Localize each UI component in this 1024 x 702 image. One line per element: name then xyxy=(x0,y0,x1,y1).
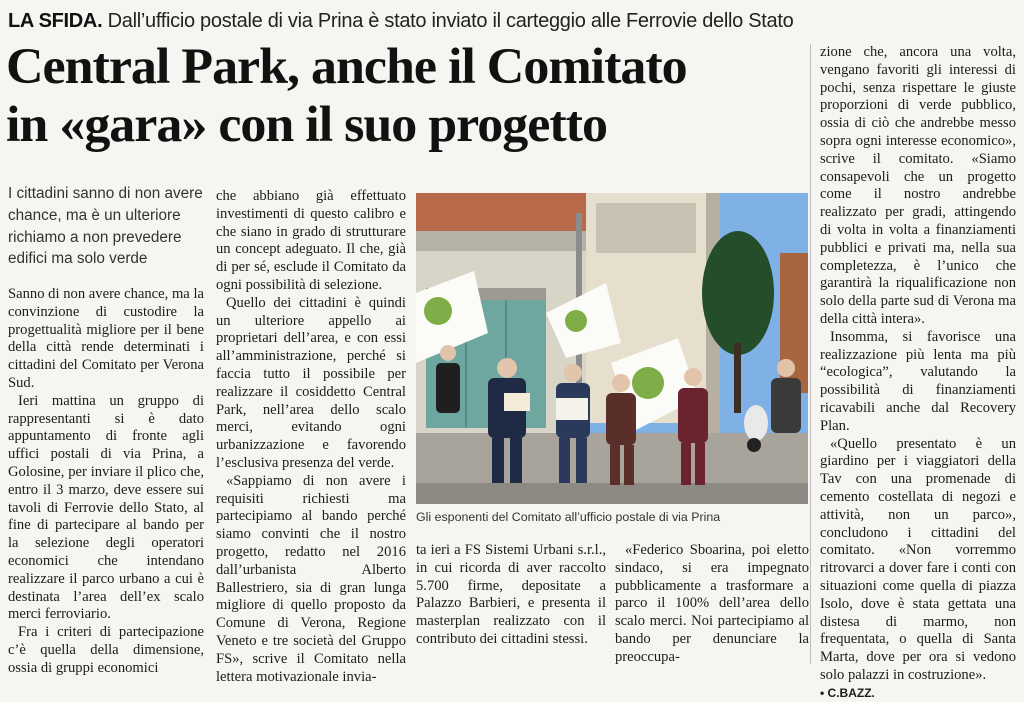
column-divider xyxy=(810,44,811,664)
paragraph: Insomma, si favorisce una realizzazione più lenta ma più “ecologica”, valutando la possibilità di finanziamenti ricavabili anche dal Recovery Plan. xyxy=(820,328,1016,434)
headline xyxy=(6,38,822,154)
article-column-5 xyxy=(820,44,1016,702)
photo-illustration xyxy=(416,193,808,504)
paragraph: «Federico Sboarina, poi eletto sindaco, si era impegnato pubblicamente a trasformare a parco il 100% dell’area dello scalo merci. Noi partecipiamo al bando per denunciare la preoccupa- xyxy=(615,542,809,665)
summary: I cittadini sanno di non avere chance, ma è un ulteriore richiamo a non prevedere edifici ma solo verde xyxy=(8,185,203,268)
article-column-3 xyxy=(416,542,606,649)
kicker xyxy=(8,6,808,36)
article-column-2 xyxy=(216,188,406,686)
kicker-tag: LA SFIDA. xyxy=(8,10,103,32)
paragraph: «Quello presentato è un giardino per i viaggiatori della Tav con una promenade di cemento costellata di negozi e attività, non un parco», concludono i cittadini del comitato. «Non vorremmo ritrovarci a dover fare i conti con situazioni come quella di piazza Isolo, dove è stata gettata una distesa di marmo, non frequentata, o quella di Santa Marta, dove per ora si vedono solo palazzi in costruzione». xyxy=(820,435,1016,683)
author-signature: • C.BAZZ. xyxy=(820,685,875,700)
paragraph: «Sappiamo di non avere i requisiti richiesti ma partecipiamo al bando perché siamo convinti che il nostro progetto, redatto nel 2016 dall’urbanista Alberto Ballestriero, sia di gran lunga migliore di quello proposto da Comune di Verona, Regione Veneto e tre società del Gruppo FS», scrive il Comitato nella lettera motivazionale invia- xyxy=(216,472,406,685)
article-column-1 xyxy=(8,286,204,678)
headline-line-2: in «gara» con il suo progetto xyxy=(6,97,607,153)
headline-line-1: Central Park, anche il Comitato xyxy=(6,39,687,95)
photo-caption: Gli esponenti del Comitato all’ufficio postale di via Prina xyxy=(416,510,721,524)
paragraph: ta ieri a FS Sistemi Urbani s.r.l., in cui ricorda di aver raccolto 5.700 firme, depositate a Palazzo Barbieri, e presenta il masterplan realizzato con il contributo dei cittadini stessi. xyxy=(416,542,606,647)
paragraph: zione che, ancora una volta, vengano favoriti gli interessi di pochi, senza rispettare le giuste proporzioni di verde pubblico, ossia di ciò che andrebbe messo sopra ogni interesse economico», scrive il comitato. «Siamo consapevoli che un progetto come il nostro andrebbe realizzato per gradi, attingendo di volta in volta a finanziamenti pubblici e privati ma, nella sua completezza, è l’unico che garantirà la riqualificazione non solo della parte sud di Verona ma della città intera». xyxy=(820,44,1016,327)
paragraph: Quello dei cittadini è quindi un ulteriore appello ai proprietari dell’area, e con essi all’amministrazione, perché si faccia tutto il possibile per realizzare il cosiddetto Central Park, nell’area dello scalo merci, evitando ogni urbanizzazione e favorendo l’esclusiva presenza del verde. xyxy=(216,294,406,471)
article-column-4 xyxy=(615,542,809,667)
paragraph: Fra i criteri di partecipazione c’è quella della dimensione, ossia di gruppi economici xyxy=(8,624,204,676)
paragraph: Ieri mattina un gruppo di rappresentanti si è dato appuntamento di fronte agli uffici postali di via Prina, a Golosine, per inviare il plico che, entro il 3 marzo, deve essere sui tavoli di Ferrovie dello Stato, al fine di partecipare al bando per la selezione degli operatori economici che intendano realizzare il parco urbano a cui è destinata l’area dell’ex scalo merci ferroviario. xyxy=(8,392,204,623)
kicker-text: Dall’ufficio postale di via Prina è stato inviato il carteggio alle Ferrovie dello Stato xyxy=(107,10,794,32)
article-photo xyxy=(416,193,808,504)
paragraph: Sanno di non avere chance, ma la convinzione di custodire la progettualità migliore per il bene della città rende determinati i cittadini del Comitato per Verona Sud. xyxy=(8,286,204,391)
paragraph: che abbiano già effettuato investimenti di questo calibro e che siano in grado di strutturare un concept adeguato. Il che, già di per sé, esclude il Comitato da ogni possibilità di selezione. xyxy=(216,188,406,293)
